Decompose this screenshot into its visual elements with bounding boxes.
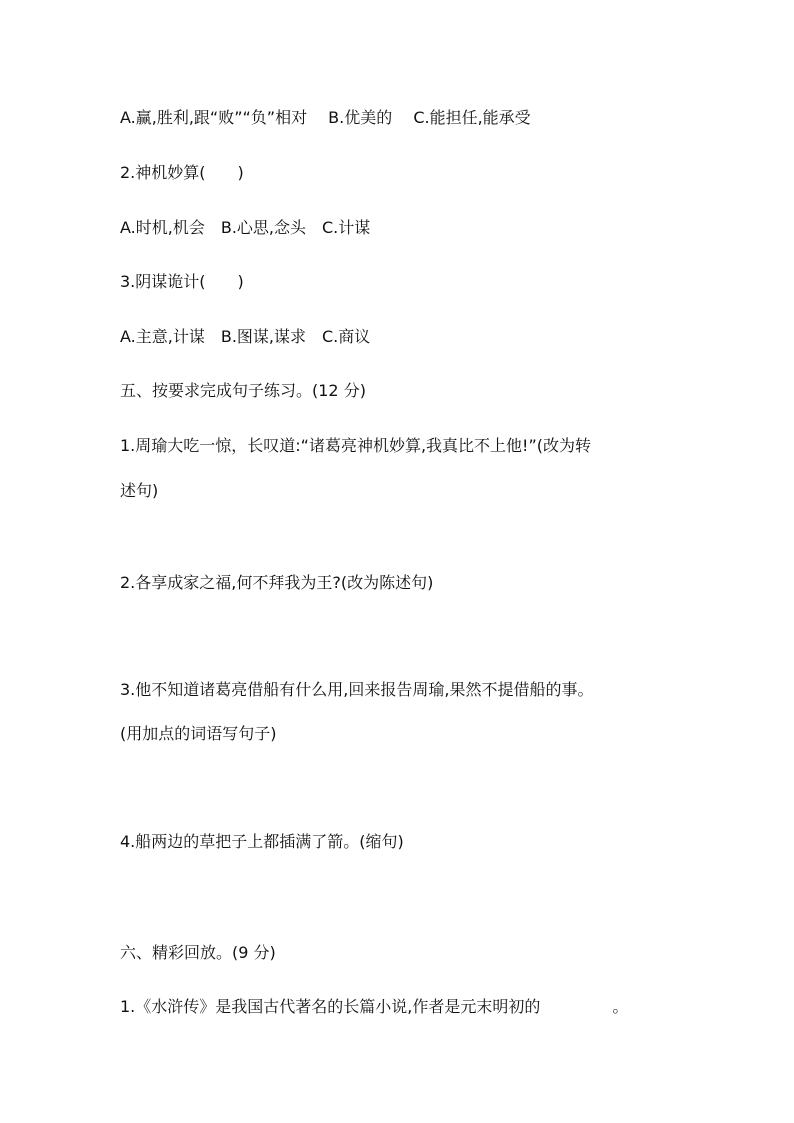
q2-options: A.时机,机会 B.心思,念头 C.计谋	[120, 218, 371, 237]
section-five-q3-line1: 3.他不知道诸葛亮借船有什么用,回来报告周瑜,果然不提借船的事。	[120, 680, 594, 699]
q1-options: A.赢,胜利,跟“败”“负”相对 B.优美的 C.能担任,能承受	[120, 108, 531, 127]
q2-prompt: 2.神机妙算( )	[120, 163, 244, 182]
section-five-q3-line2: (用加点的词语写句子)	[120, 724, 277, 743]
section-five-q4: 4.船两边的草把子上都插满了箭。(缩句)	[120, 832, 404, 851]
q3-options: A.主意,计谋 B.图谋,谋求 C.商议	[120, 327, 371, 346]
q3-prompt: 3.阴谋诡计( )	[120, 272, 244, 291]
section-six-q1-text: 1.《水浒传》是我国古代著名的长篇小说,作者是元末明初的	[120, 997, 541, 1016]
section-six-q1-end: 。	[612, 997, 629, 1016]
section-five-q1-line2: 述句)	[120, 481, 159, 500]
section-six-heading: 六、精彩回放。(9 分)	[120, 943, 276, 962]
section-five-heading: 五、按要求完成句子练习。(12 分)	[120, 381, 366, 400]
section-six-q1	[120, 997, 628, 1017]
section-five-q2: 2.各享成家之福,何不拜我为王?(改为陈述句)	[120, 573, 434, 592]
section-five-q1-line1: 1.周瑜大吃一惊，长叹道:“诸葛亮神机妙算,我真比不上他!”(改为转	[120, 436, 591, 455]
